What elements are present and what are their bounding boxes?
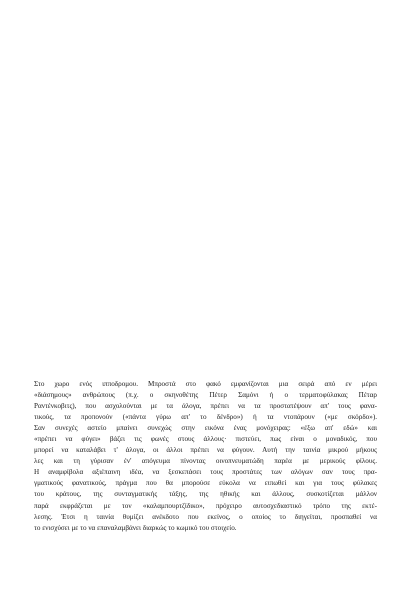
text-line: τικούς, τα προπονούν («πάντα γύρω απ' το δένδρο») ή τα ντοπάρουν («με σκόρδο»). bbox=[34, 413, 377, 422]
text-line: «πρέπει να φύγει» βάζει τις φωνές στους άλλους· πιστεύει, πως είναι ο μοναδικός, που bbox=[34, 435, 377, 444]
text-line: Η αναμφίβολα αξιέπαινη ιδέα, να ξεσκεπάσει τους προστάτες των αλόγων σαν τους πρα- bbox=[34, 468, 377, 477]
text-line: του κράτους, της συνταγματικής τάξης, της ηθικής και άλλους, συσκοτίζεται μάλλον bbox=[34, 490, 377, 499]
text-line: μπορεί να καταλάβει τ' άλογα, οι άλλοι πρέπει να φύγουν. Αυτή την ταινία μικρού μήκους bbox=[34, 446, 377, 455]
text-line: λεσης. Έτσι η ταινία θυμίζει ανέκδοτο που εκείνος, ο οποίος το διηγείται, προσπαθεί να bbox=[34, 512, 377, 521]
text-line: λες και τη γύρισαν έν' απόγευμα πίνοντας οινοπνευματώδη παρέα με μερικούς φίλους. bbox=[34, 457, 377, 466]
text-line: το ενισχύσει με το να επαναλαμβάνει διαρκώς το κωμικό του στοιχείο. bbox=[34, 523, 237, 532]
body-paragraph bbox=[34, 379, 377, 534]
text-line: Ραντένκοβιτς), που ασχολούνται με τα άλογα, πρέπει να τα προστατέψουν απ' τους φανα- bbox=[34, 402, 377, 411]
text-line: Στο χωρο ενός ιπποδρομου. Μπροστά στο φακό εμφανίζονται μια σειρά από εν μέρει bbox=[34, 380, 377, 388]
text-line: «διάσημους» ανθρώπους (π.χ. ο σκηνοθέτης Πέτερ Σαμόνι ή ο τερματοφύλακας Πέταρ bbox=[34, 391, 377, 400]
text-line: παρά εκφράζεται με τον «καλαμπουρτζίδικο», πρόχειρο αυτοσχεδιαστικό τρόπο της εκτέ- bbox=[34, 501, 377, 510]
text-line: Σαν συνεχές αστείο μπαίνει συνεχώς στην εικόνα ένας μονόχειρας: «έξω απ' εδώ» και bbox=[34, 424, 377, 433]
text-line: γματικούς φανατικούς, πράγμα που θα μπορούσε εύκολα να ειπωθεί και για τους φύλακες bbox=[34, 479, 377, 488]
